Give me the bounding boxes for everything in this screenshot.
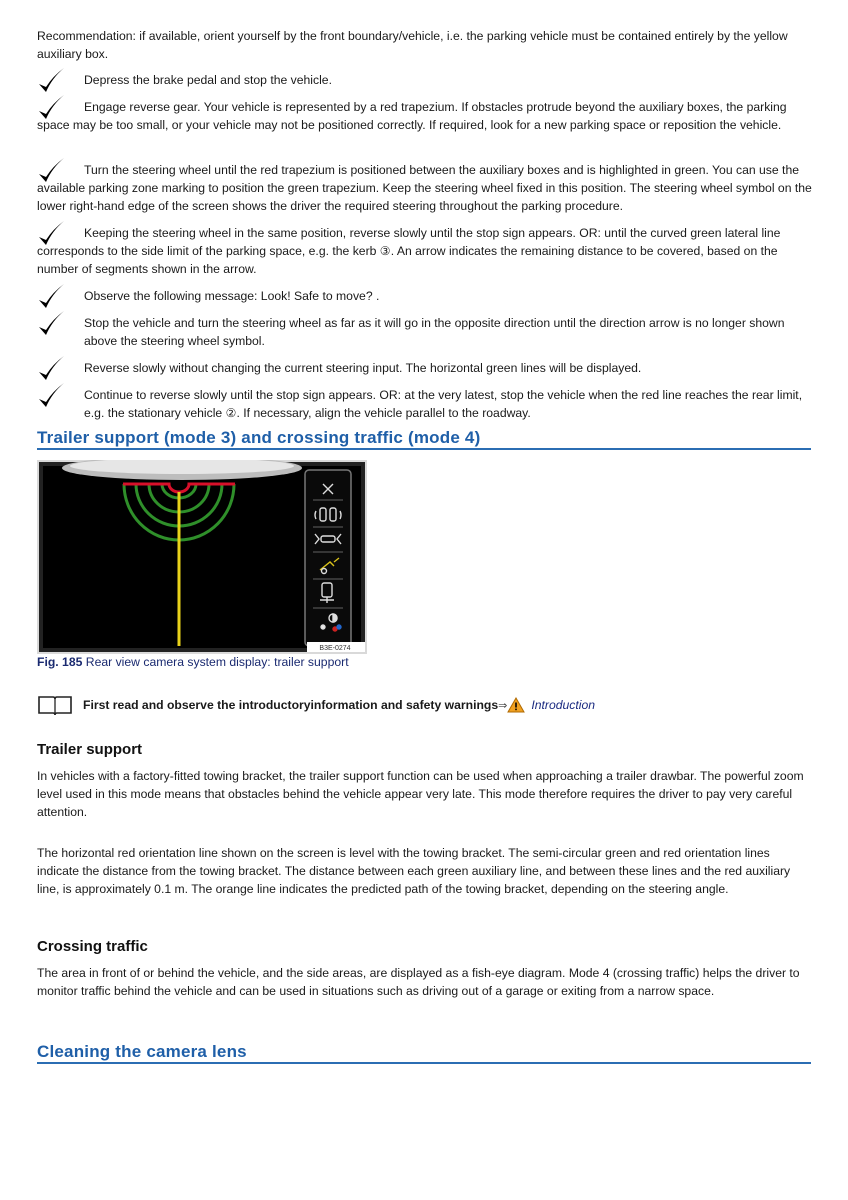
step-item xyxy=(37,71,813,89)
step-item xyxy=(37,98,813,134)
trailer-support-heading: Trailer support xyxy=(37,741,143,758)
section-heading-cleaning: Cleaning the camera lens xyxy=(37,1042,811,1064)
figure-label: Fig. 185 xyxy=(37,655,83,669)
notice-text: First read and observe the introductoryinformation and safety warnings xyxy=(83,698,499,712)
step-text: Engage reverse gear. Your vehicle is represented by a red trapezium. If obstacles protrude beyond the auxiliary boxes, the parking space may be too small, or your vehicle may not be positioned correctly. If required, look for a new parking space or reposition the vehicle. xyxy=(37,100,787,133)
camera-display-figure xyxy=(37,460,367,654)
camera-display-image xyxy=(37,460,367,654)
step-item xyxy=(37,359,813,377)
checkmark-icon xyxy=(37,310,65,340)
step-text: Continue to reverse slowly until the stop sign appears. OR: at the very latest, stop the vehicle when the red line reaches the rear limit, e.g. the stationary vehicle ②. If necessary, align the vehicle parallel to the roadway. xyxy=(84,388,803,421)
introduction-link[interactable]: Introduction xyxy=(531,698,596,712)
figure-code: B3E-0274 xyxy=(319,645,351,652)
book-icon xyxy=(37,694,73,716)
checkmark-icon xyxy=(37,355,65,385)
step-text: Reverse slowly without changing the current steering input. The horizontal green lines will be displayed. xyxy=(84,361,642,375)
crossing-traffic-paragraph: The area in front of or behind the vehicle, and the side areas, are displayed as a fish-eye diagram. Mode 4 (crossing traffic) helps the driver to monitor traffic behind the vehicle and can be used in situations such as driving out of a garage or exiting from a narrow space. xyxy=(37,966,800,999)
step-item xyxy=(37,314,813,350)
section-heading-trailer: Trailer support (mode 3) and crossing traffic (mode 4) xyxy=(37,428,811,450)
checkmark-icon xyxy=(37,382,65,412)
step-text: Observe the following message: Look! Safe to move? . xyxy=(84,289,380,303)
checkmark-icon xyxy=(37,220,65,250)
checkmark-icon xyxy=(37,283,65,313)
checkmark-icon xyxy=(37,157,65,187)
step-item xyxy=(37,386,813,422)
checkmark-icon xyxy=(37,67,65,97)
crossing-traffic-heading: Crossing traffic xyxy=(37,938,148,955)
read-first-notice xyxy=(37,694,595,716)
figure-caption xyxy=(37,655,349,669)
step-item xyxy=(37,287,813,305)
trailer-support-paragraph-1: In vehicles with a factory-fitted towing bracket, the trailer support function can be used when approaching a trailer drawbar. The powerful zoom level used in this mode means that obstacles behind the vehicle appear very late. This mode therefore requires the driver to pay very careful attention. xyxy=(37,769,804,820)
trailer-support-paragraph-2: The horizontal red orientation line shown on the screen is level with the towing bracket. The semi-circular green and red orientation lines indicate the distance from the towing bracket. The distance between each green auxiliary line, and between these lines and the red auxiliary line, is approximately 0.1 m. The orange line indicates the predicted path of the towing bracket, depending on the steering angle. xyxy=(37,846,791,897)
step-text: Depress the brake pedal and stop the vehicle. xyxy=(84,73,332,87)
step-text: Turn the steering wheel until the red trapezium is positioned between the auxiliary boxes and is highlighted in green. You can use the available parking zone marking to position the green trapezium. Keep the steering wheel fixed in this position. The steering wheel symbol on the lower right-hand edge of the screen shows the driver the required steering throughout the parking procedure. xyxy=(37,163,812,214)
step-text: Stop the vehicle and turn the steering wheel as far as it will go in the opposite direction until the direction arrow is no longer shown above the steering wheel symbol. xyxy=(84,316,785,349)
step-item xyxy=(37,224,813,279)
notice-arrow: ⇒ xyxy=(498,699,508,712)
checkmark-icon xyxy=(37,94,65,124)
warning-icon xyxy=(507,697,525,713)
step-text: Keeping the steering wheel in the same position, reverse slowly until the stop sign appears. OR: until the curved green lateral line corresponds to the side limit of the parking space, e.g. the kerb ③. An arrow indicates the remaining distance to be covered, based on the number of segments shown in the arrow. xyxy=(37,226,781,277)
recommendation-text: Recommendation: if available, orient yourself by the front boundary/vehicle, i.e. the parking vehicle must be contained entirely by the yellow auxiliary box. xyxy=(37,29,788,62)
figure-caption-text: Rear view camera system display: trailer support xyxy=(85,655,349,669)
step-item xyxy=(37,161,813,216)
